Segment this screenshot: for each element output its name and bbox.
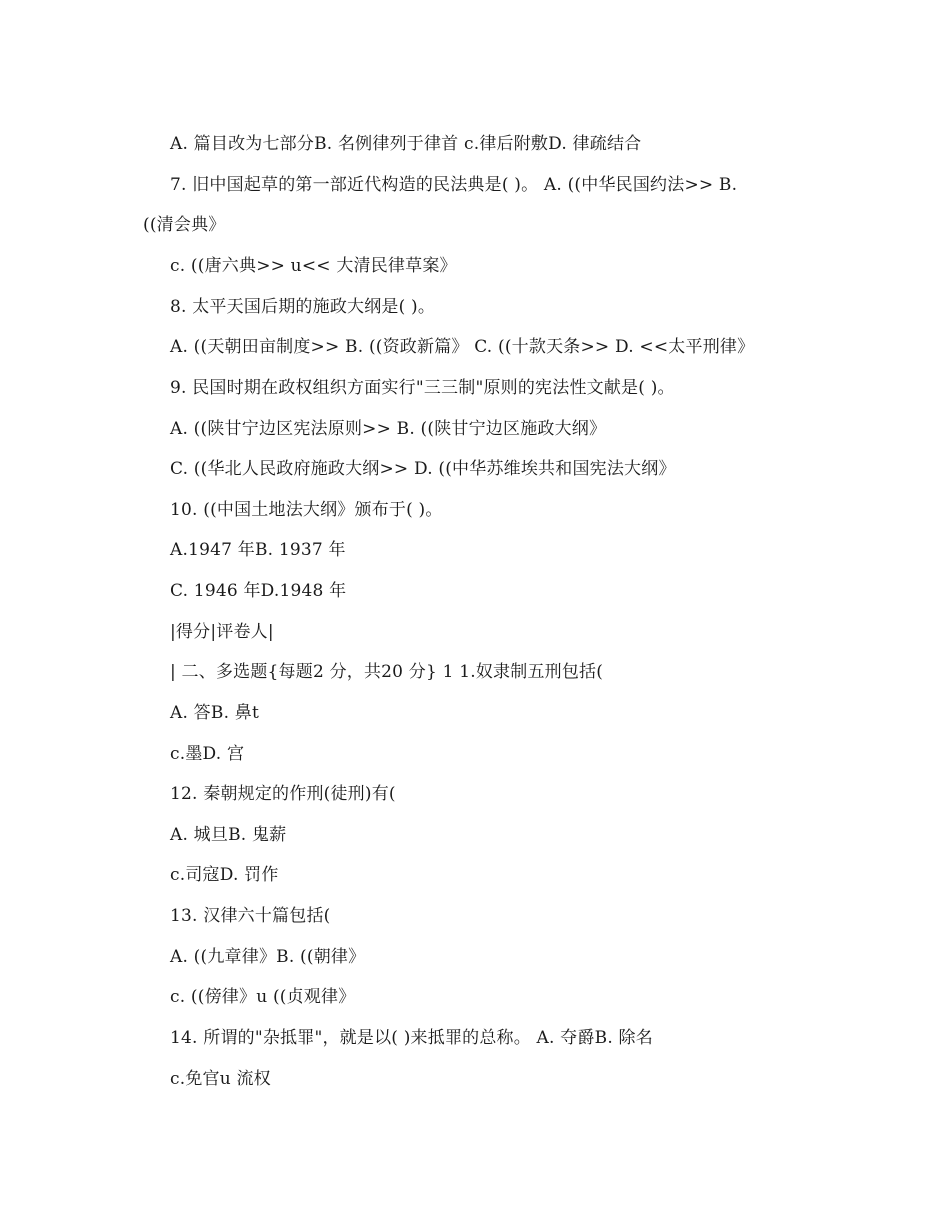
text-line: c.免官u 流权: [170, 1069, 271, 1089]
text-line: 8. 太平天国后期的施政大纲是( )。: [170, 297, 436, 317]
text-line: c. ((唐六典>> u<< 大清民律草案》: [170, 256, 457, 276]
text-line: C. 1946 年D.1948 年: [170, 581, 347, 601]
text-line: A. 答B. 鼻t: [170, 703, 260, 723]
text-line: A. ((九章律》B. ((朝律》: [170, 947, 366, 967]
text-line: c. ((傍律》u ((贞观律》: [170, 987, 356, 1007]
text-line: 7. 旧中国起草的第一部近代构造的民法典是( )。 A. ((中华民国约法>> B.: [170, 175, 738, 195]
text-line: |得分|评卷人|: [170, 622, 274, 642]
text-line: A. ((天朝田亩制度>> B. ((资政新篇》 C. ((十款天条>> D. <<太平刑律》: [170, 337, 755, 357]
text-line: c.墨D. 宫: [170, 744, 245, 764]
text-line: A. ((陕甘宁边区宪法原则>> B. ((陕甘宁边区施政大纲》: [170, 419, 607, 439]
text-line: | 二、多选题{每题2 分，共20 分} 1 1.奴隶制五刑包括(: [170, 662, 604, 682]
text-line: A. 城旦B. 鬼薪: [170, 825, 287, 845]
text-line: ((清会典》: [143, 215, 226, 235]
text-line: c.司寇D. 罚作: [170, 865, 279, 885]
text-line: 9. 民国时期在政权组织方面实行"三三制"原则的宪法性文献是( )。: [170, 378, 675, 398]
text-line: C. ((华北人民政府施政大纲>> D. ((中华苏维埃共和国宪法大纲》: [170, 459, 676, 479]
text-line: 10. ((中国土地法大纲》颁布于( )。: [170, 500, 443, 520]
text-line: 13. 汉律六十篇包括(: [170, 906, 331, 926]
text-line: 14. 所谓的"杂抵罪"，就是以( )来抵罪的总称。 A. 夺爵B. 除名: [170, 1028, 653, 1048]
text-line: A.1947 年B. 1937 年: [170, 540, 346, 560]
text-line: A. 篇目改为七部分B. 名例律列于律首 c.律后附敷D. 律疏结合: [170, 134, 642, 154]
text-line: 12. 秦朝规定的作刑(徒刑)有(: [170, 784, 396, 804]
